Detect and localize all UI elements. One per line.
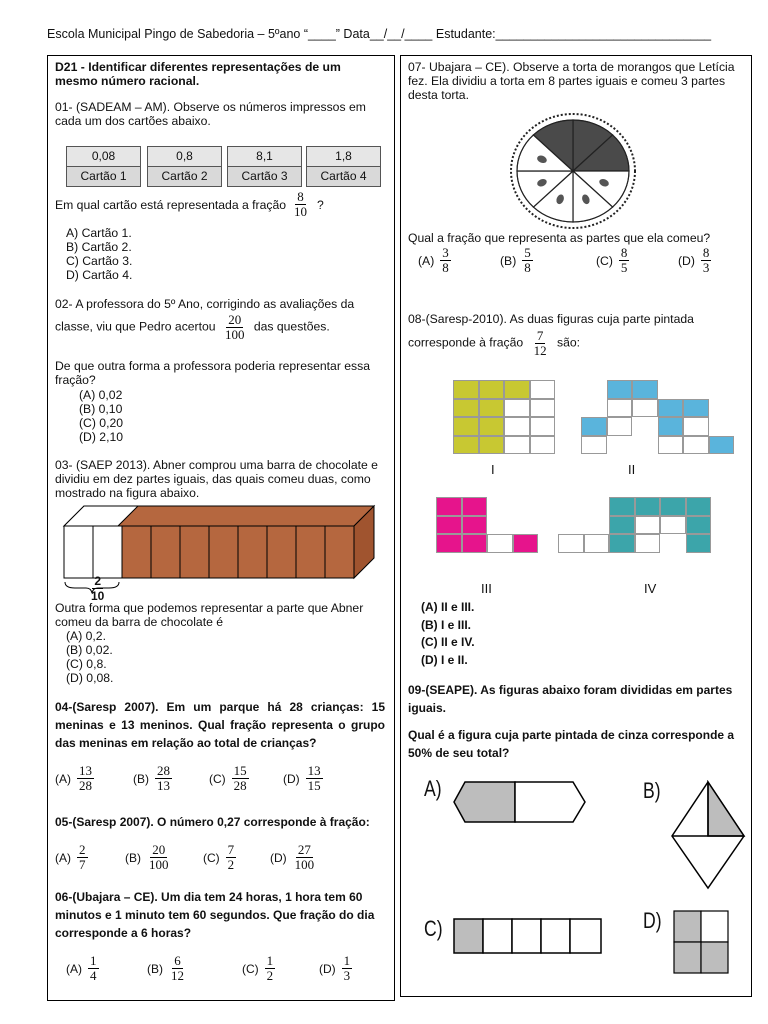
q01-question-text: Em qual cartão está representada a fração [55,197,287,212]
numerator: 3 [442,245,449,260]
q08-text: 08-(Saresp-2010). As duas figuras cuja parte pintada corresponde à fração [408,312,694,350]
figure-iii-cell [462,516,488,535]
numerator: 8 [702,245,710,260]
option-a[interactable]: (A) 0,2. [66,629,106,643]
q06-statement: 06-(Ubajara – CE). Um dia tem 24 horas, 1 hora tem 60 minutos e 1 minuto tem 60 segundos. Que fração do dia corresponde a 6 horas? [55,890,375,940]
q09-question: Qual é a figura cuja parte pintada de cinza corresponde a 50% de seu total? [408,728,735,760]
worksheet-header: Escola Municipal Pingo de Sabedoria – 5ºano “____” Data__/__/____ Estudante:_______________________________ [47,27,712,41]
denominator: 5 [620,260,628,275]
figure-i-cell [504,380,530,399]
numerator: 5 [524,245,531,260]
option-a[interactable]: (A) 0,02 [79,388,123,402]
option-d[interactable] [270,843,318,872]
figure-ii-cell [658,399,684,418]
denominator: 28 [79,778,92,793]
figure-iv-cell [686,516,712,535]
figure-b-rhombus [670,780,746,890]
figure-iv-cell [686,534,712,553]
figure-c-strip [453,918,603,954]
chocolate-piece [267,526,296,578]
figure-iv-cell [635,497,661,516]
figure-i-cell [504,417,530,436]
option-fraction [701,246,712,275]
denominator: 13 [157,778,170,793]
option-c[interactable] [596,246,678,275]
q02-options [79,388,123,444]
figure-i-cell [530,380,556,399]
denominator: 100 [149,857,169,872]
option-fraction [226,843,237,872]
option-fraction [232,764,249,793]
card-label: Cartão 4 [320,169,367,183]
q05-statement: 05-(Saresp 2007). O número 0,27 corresponde à fração: [55,815,370,829]
figure-ii-cell [581,417,607,436]
figure-i-cell [530,417,556,436]
card-4 [306,146,381,187]
option-d[interactable] [283,764,325,793]
q02-statement [55,295,385,342]
option-a[interactable]: (A) II e III. [421,600,475,614]
denominator: 100 [294,857,315,872]
q02-text-end: das questões. [253,319,330,334]
numerator: 2 [79,842,86,857]
denominator: 10 [91,589,105,603]
option-label: (B) [125,850,141,865]
card-2 [147,146,222,187]
option-fraction [155,764,172,793]
denominator: 12 [533,343,547,358]
q06-options [66,954,354,983]
q09-label-b: B) [643,778,661,803]
denominator: 2 [266,968,274,983]
chocolate-piece [325,526,354,578]
option-label: (B) [133,771,149,786]
option-fraction [293,843,317,872]
chocolate-piece [296,526,325,578]
figure-a-hexagon [453,780,588,824]
option-fraction [77,764,94,793]
numerator: 6 [174,953,181,968]
option-d[interactable]: (D) 0,08. [66,671,114,685]
option-label: (B) [500,253,517,268]
option-c[interactable] [203,843,270,872]
figure-iii-cell [487,534,513,553]
q03-statement: 03- (SAEP 2013). Abner comprou uma barra de chocolate e dividiu em dez partes iguais, das quais comeu duas, como mostrado na figura abaixo. [55,458,378,500]
denominator: 8 [524,260,531,275]
option-c[interactable]: (C) 0,20 [79,416,124,430]
figure-i-cell [479,436,505,455]
card-3 [227,146,302,187]
figure-i-cell [453,380,479,399]
option-fraction [88,954,99,983]
option-c[interactable]: (C) II e IV. [421,635,475,649]
figure-iv-cell [635,516,661,535]
option-fraction [147,843,171,872]
chocolate-piece [180,526,209,578]
card-value: 1,8 [307,147,380,167]
figure-i-cell [453,417,479,436]
numerator: 28 [157,763,170,778]
figure-ii-cell [658,436,684,455]
option-a[interactable] [55,764,133,793]
q07-options [418,246,713,275]
option-label: (D) [319,961,336,976]
q04-statement: 04-(Saresp 2007). Em um parque há 28 crianças: 15 meninas e 13 meninos. Qual fração representa o grupo das meninas em relação ao total de crianças? [55,700,385,750]
figure-ii-cell [581,436,607,455]
option-fraction [522,246,533,275]
option-label: (C) [209,771,226,786]
q03-question: Outra forma que podemos representar a parte que Abner comeu da barra de chocolate é [55,601,364,629]
figure-i-cell [530,399,556,418]
denominator: 100 [224,327,245,342]
option-label: (D) [283,771,300,786]
figure-ii-cell [632,380,658,399]
chocolate-piece [122,526,151,578]
chocolate-piece [93,526,122,578]
option-label: (C) [203,850,220,865]
option-fraction [342,954,353,983]
figure-iii-cell [462,497,488,516]
q08-text-end: são: [556,335,581,350]
card-label: Cartão 1 [80,169,127,183]
denominator: 28 [233,778,247,793]
q07-statement: 07- Ubajara – CE). Observe a torta de morangos que Letícia fez. Ela dividiu a torta em 8 partes iguais e comeu 3 partes desta torta. [408,60,735,102]
numerator: 1 [90,953,97,968]
figure-iv-cell [609,534,635,553]
numerator: 2 [94,574,102,588]
numerator: 15 [233,763,247,778]
figure-ii-cell [658,417,684,436]
option-c[interactable]: C) Cartão 3. [66,254,133,268]
numerator: 1 [266,953,274,968]
option-label: (D) [678,253,695,268]
denominator: 3 [702,260,710,275]
denominator: 7 [79,857,86,872]
option-a[interactable] [418,246,500,275]
card-label: Cartão 2 [161,169,208,183]
brace-fraction [89,574,106,603]
option-fraction [169,954,186,983]
option-b[interactable] [125,843,203,872]
denominator: 12 [171,968,184,983]
option-c[interactable]: (C) 0,8. [66,657,107,671]
figure-ii-cell [683,417,709,436]
q09-label-a: A) [424,776,442,801]
figure-label-iii: III [481,581,492,596]
q09-statement: 09-(SEAPE). As figuras abaixo foram divididas em partes iguais. [408,683,733,715]
figure-iv-cell [609,497,635,516]
figure-iii-cell [462,534,488,553]
numerator: 27 [297,842,311,857]
option-a[interactable] [55,843,125,872]
numerator: 20 [152,842,166,857]
card-value: 8,1 [228,147,301,167]
option-label: (B) [147,961,163,976]
option-b[interactable]: (B) I e III. [421,617,472,632]
figure-label-iv: IV [644,581,657,596]
figure-iii-cell [436,534,462,553]
figure-i-cell [504,436,530,455]
q02-fraction [223,313,247,342]
figure-iv-cell [635,534,661,553]
numerator: 7 [536,328,544,343]
chocolate-piece [209,526,238,578]
denominator: 3 [343,968,351,983]
card-1 [66,146,141,187]
option-fraction [306,764,323,793]
figure-iv-cell [609,516,635,535]
figure-i-cell [479,380,505,399]
figure-label-ii: II [628,462,636,477]
q09-label-c: C) [424,916,443,941]
card-value: 0,08 [67,147,140,167]
option-a[interactable] [66,954,147,983]
q03-brace-fraction [87,574,108,603]
figure-ii-cell [607,399,633,418]
option-label: (A) [418,253,435,268]
figure-iv-cell [660,516,686,535]
q02-question: De que outra forma a professora poderia representar essa fração? [55,359,371,387]
strawberry-pie-figure [508,112,638,230]
q01-statement: 01- (SADEAM – AM). Observe os números impressos em cada um dos cartões abaixo. [55,100,366,128]
numerator: 8 [620,245,628,260]
figure-label-i: I [491,462,495,477]
option-d[interactable]: D) Cartão 4. [66,268,133,282]
option-label: (A) [55,850,71,865]
denominator: 8 [442,260,449,275]
descriptor-title: D21 - Identificar diferentes representações de um mesmo número racional. [55,60,341,88]
option-c[interactable] [242,954,319,983]
figure-iii-cell [436,516,462,535]
figure-ii-cell [607,380,633,399]
numerator: 8 [297,189,304,204]
figure-i-cell [504,399,530,418]
denominator: 4 [90,968,97,983]
chocolate-piece [238,526,267,578]
figure-ii-cell [632,399,658,418]
option-label: (A) [55,771,71,786]
q04-options [55,764,325,793]
q01-fraction [292,190,309,219]
figure-i-cell [479,417,505,436]
option-label: (C) [242,961,259,976]
figure-d-square [673,910,729,974]
figure-iv-cell [584,534,610,553]
chocolate-piece [151,526,180,578]
figure-ii-cell [683,436,709,455]
option-a[interactable]: A) Cartão 1. [66,226,132,240]
denominator: 2 [227,857,235,872]
numerator: 7 [227,842,235,857]
option-b[interactable]: B) Cartão 2. [66,240,132,254]
figure-iv-cell [686,497,712,516]
figure-i-cell [453,399,479,418]
figure-iii-cell [513,534,539,553]
chocolate-piece [64,526,93,578]
option-label: (A) [66,961,82,976]
q02-text: 02- A professora do 5º Ano, corrigindo as avaliações da classe, viu que Pedro acertou [55,297,355,334]
figure-ii-cell [607,417,633,436]
option-c[interactable] [209,764,283,793]
q05-options [55,843,318,872]
option-fraction [619,246,630,275]
option-b[interactable] [500,246,596,275]
figure-iv-cell [660,497,686,516]
denominator: 15 [307,778,321,793]
option-d[interactable]: (D) 2,10 [79,430,124,444]
figure-i-cell [530,436,556,455]
card-label: Cartão 3 [241,169,288,183]
option-label: (D) [270,850,287,865]
numerator: 13 [307,763,321,778]
option-fraction [77,843,88,872]
option-b[interactable]: (B) 0,10 [79,402,123,416]
denominator: 10 [294,204,308,219]
card-value: 0,8 [148,147,221,167]
option-d[interactable] [319,954,354,983]
q07-question: Qual a fração que representa as partes que ela comeu? [408,231,711,245]
figure-ii-cell [709,436,735,455]
q03-options [66,629,113,685]
option-label: (C) [596,253,613,268]
q09-label-d: D) [643,908,662,933]
option-b[interactable] [133,764,209,793]
q08-options [421,599,475,669]
q08-fraction [532,329,549,358]
option-b[interactable] [147,954,242,983]
figure-iii-cell [436,497,462,516]
option-d[interactable] [678,246,713,275]
option-d[interactable]: (D) I e II. [421,652,468,667]
q01-qmark: ? [317,197,324,212]
numerator: 13 [79,763,92,778]
q01-question [55,190,324,219]
numerator: 20 [228,312,242,327]
q08-statement [408,309,728,358]
figure-i-cell [479,399,505,418]
figure-ii-cell [683,399,709,418]
q01-options [66,226,132,282]
figure-iv-cell [558,534,584,553]
option-b[interactable]: (B) 0,02. [66,643,113,657]
option-fraction [265,954,276,983]
figure-i-cell [453,436,479,455]
option-fraction [440,246,451,275]
numerator: 1 [343,953,351,968]
